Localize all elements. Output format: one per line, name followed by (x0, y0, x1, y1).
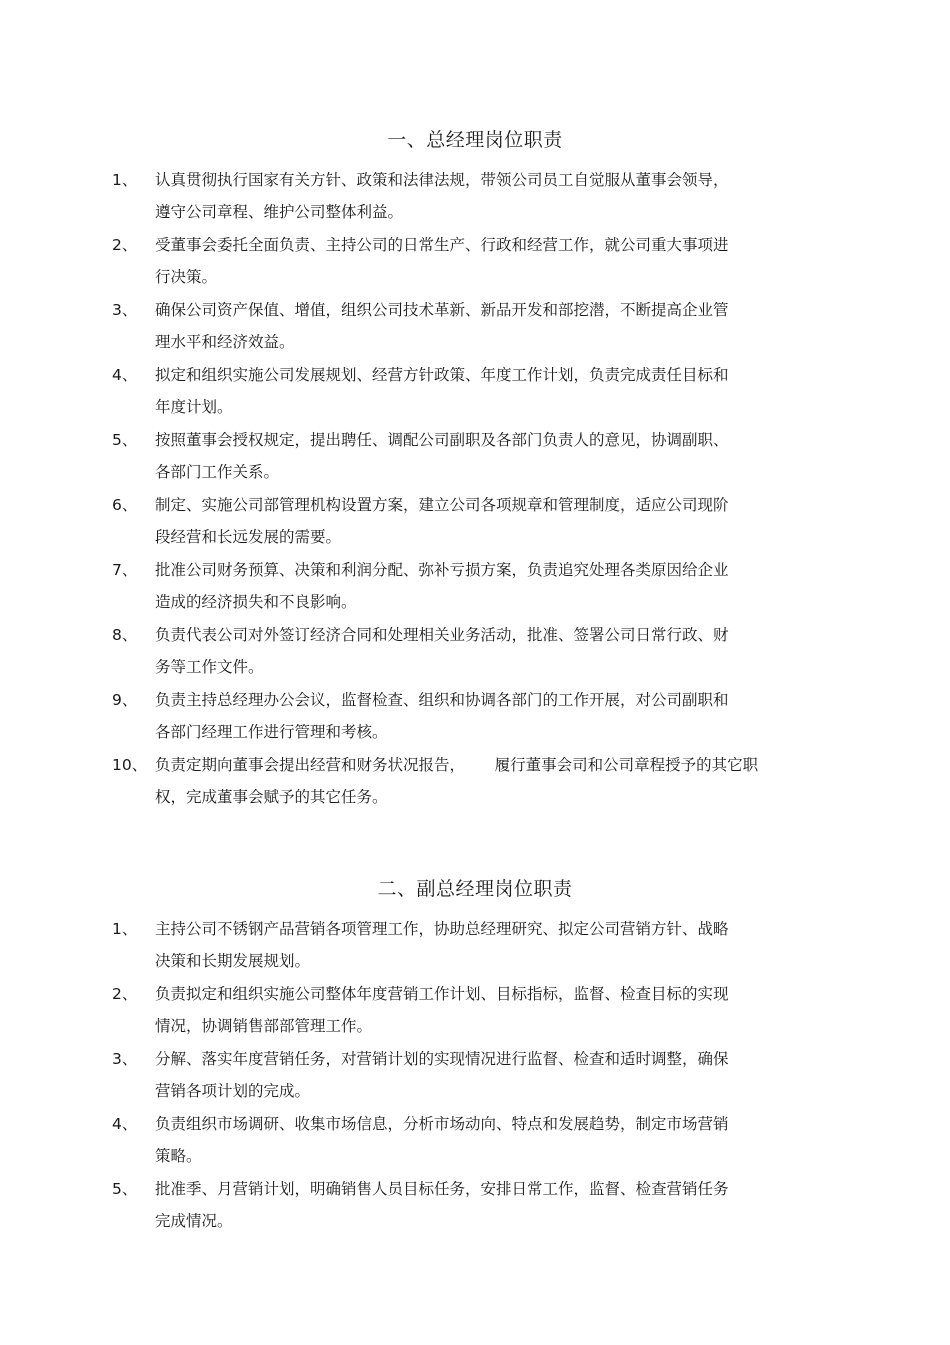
item-text (155, 554, 840, 618)
item-line: 负责拟定和组织实施公司整体年度营销工作计划、目标指标，监督、检查目标的实现 (155, 985, 729, 1003)
list-item (0, 424, 950, 489)
item-number: 3、 (112, 301, 138, 319)
item-line: 负责组织市场调研、收集市场信息，分析市场动向、特点和发展趋势，制定市场营销 (155, 1115, 729, 1133)
item-number: 2、 (112, 985, 138, 1003)
item-line: 造成的经济损失和不良影响。 (155, 593, 357, 611)
item-number: 10、 (112, 756, 148, 774)
list-item (0, 1043, 950, 1108)
item-line: 年度计划。 (155, 398, 233, 416)
list-item (0, 619, 950, 684)
item-text (155, 1043, 840, 1107)
item-line: 负责代表公司对外签订经济合同和处理相关业务活动，批准、签署公司日常行政、财 (155, 626, 729, 644)
section-deputy-general-manager (0, 876, 950, 1238)
item-number: 6、 (112, 496, 138, 514)
item-line: 权，完成董事会赋予的其它任务。 (155, 788, 388, 806)
item-line: 遵守公司章程、维护公司整体利益。 (155, 203, 404, 221)
item-number: 4、 (112, 1115, 138, 1133)
section-general-manager (0, 127, 950, 814)
item-number: 5、 (112, 1180, 138, 1198)
list-item (0, 489, 950, 554)
item-text (155, 1173, 840, 1237)
item-text (155, 684, 840, 748)
item-text (155, 294, 840, 358)
list-item (0, 229, 950, 294)
item-line: 认真贯彻执行国家有关方针、政策和法律法规，带领公司员工自觉服从董事会领导， (155, 171, 729, 189)
item-line: 受董事会委托全面负责、主持公司的日常生产、行政和经营工作，就公司重大事项进 (155, 236, 729, 254)
item-number: 2、 (112, 236, 138, 254)
item-line: 主持公司不锈钢产品营销各项管理工作，协助总经理研究、拟定公司营销方针、战略 (155, 920, 729, 938)
item-line: 营销各项计划的完成。 (155, 1082, 311, 1100)
list-item (0, 294, 950, 359)
item-number: 7、 (112, 561, 138, 579)
item-text (155, 619, 840, 683)
item-line: 制定、实施公司部管理机构设置方案，建立公司各项规章和管理制度，适应公司现阶 (155, 496, 729, 514)
item-number: 8、 (112, 626, 138, 644)
item-line: 决策和长期发展规划。 (155, 952, 311, 970)
item-text (155, 913, 840, 977)
list-item (0, 164, 950, 229)
item-number: 5、 (112, 431, 138, 449)
item-line: 段经营和长远发展的需要。 (155, 528, 342, 546)
section-title: 二、副总经理岗位职责 (377, 878, 573, 900)
item-text (155, 1108, 840, 1172)
item-line: 各部门工作关系。 (155, 463, 280, 481)
item-text (155, 424, 840, 488)
item-line: 理水平和经济效益。 (155, 333, 295, 351)
item-number: 3、 (112, 1050, 138, 1068)
item-text (155, 359, 840, 423)
item-number: 4、 (112, 366, 138, 384)
item-number: 1、 (112, 171, 138, 189)
list-item (0, 978, 950, 1043)
item-line: 情况，协调销售部部管理工作。 (155, 1017, 373, 1035)
item-line: 批准季、月营销计划，明确销售人员目标任务，安排日常工作，监督、检查营销任务 (155, 1180, 729, 1198)
item-line: 策略。 (155, 1147, 202, 1165)
item-text (155, 749, 840, 813)
item-line: 务等工作文件。 (155, 658, 264, 676)
item-line: 拟定和组织实施公司发展规划、经营方针政策、年度工作计划，负责完成责任目标和 (155, 366, 729, 384)
item-line: 分解、落实年度营销任务，对营销计划的实现情况进行监督、检查和适时调整，确保 (155, 1050, 729, 1068)
item-line: 各部门经理工作进行管理和考核。 (155, 723, 388, 741)
list-item (0, 359, 950, 424)
item-line: 负责主持总经理办公会议，监督检查、组织和协调各部门的工作开展，对公司副职和 (155, 691, 729, 709)
item-text (155, 164, 840, 228)
item-line: 确保公司资产保值、增值，组织公司技术革新、新品开发和部挖潜，不断提高企业管 (155, 301, 729, 319)
item-number: 9、 (112, 691, 138, 709)
item-text (155, 489, 840, 553)
item-line: 批准公司财务预算、决策和利润分配、弥补亏损方案，负责追究处理各类原因给企业 (155, 561, 729, 579)
item-text (155, 229, 840, 293)
item-line: 按照董事会授权规定，提出聘任、调配公司副职及各部门负责人的意见，协调副职、 (155, 431, 729, 449)
list-item (0, 749, 950, 814)
list-item (0, 1173, 950, 1238)
list-item (0, 554, 950, 619)
section-title: 一、总经理岗位职责 (387, 129, 563, 151)
item-line: 完成情况。 (155, 1212, 233, 1230)
item-text (155, 978, 840, 1042)
item-number: 1、 (112, 920, 138, 938)
item-line: 负责定期向董事会提出经营和财务状况报告， 履行董事会司和公司章程授予的其它职 (155, 756, 759, 774)
list-item (0, 684, 950, 749)
list-item (0, 1108, 950, 1173)
item-line: 行决策。 (155, 268, 218, 286)
list-item (0, 913, 950, 978)
